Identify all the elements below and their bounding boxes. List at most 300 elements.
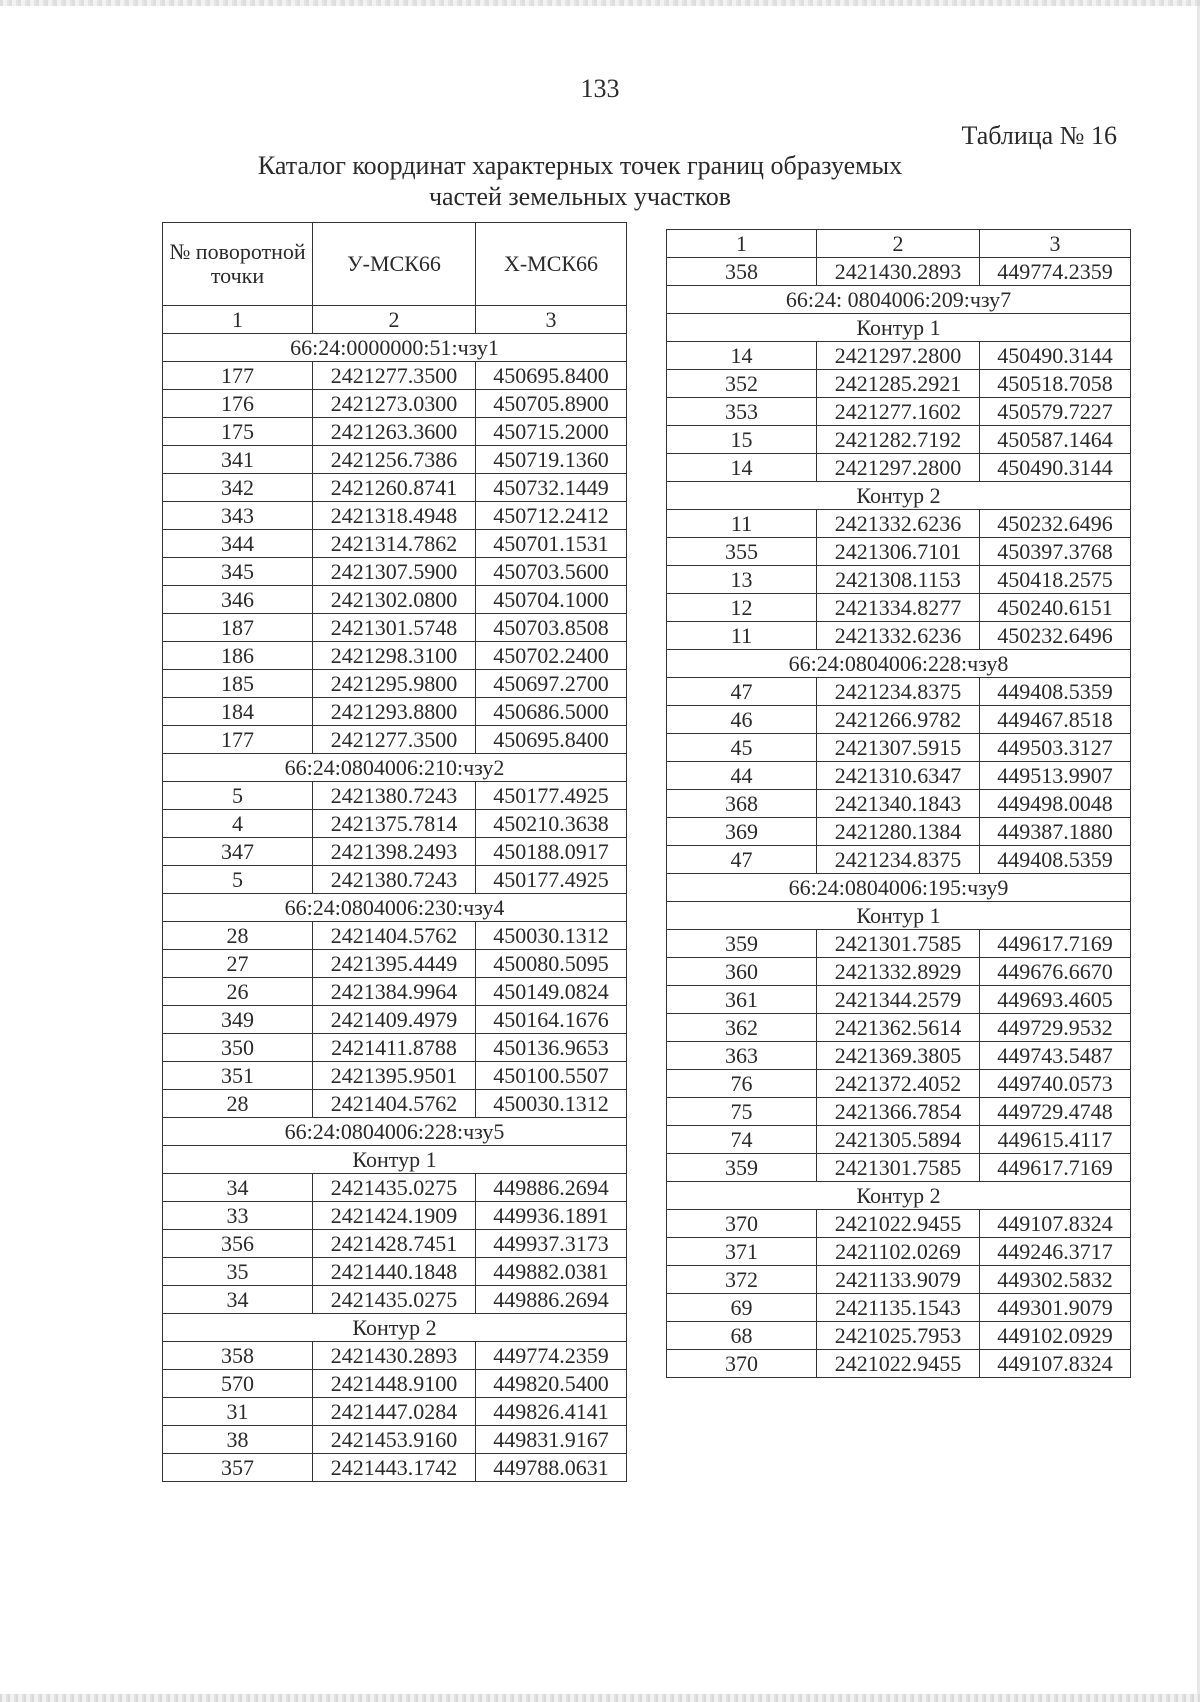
table-row: [163, 390, 627, 418]
table-row: [163, 362, 627, 390]
y-coordinate-cell: 2421332.8929: [817, 958, 980, 986]
y-coordinate-cell: 2421398.2493: [313, 838, 476, 866]
section-row: [163, 1146, 627, 1174]
table-row: [667, 426, 1131, 454]
y-coordinate-cell: 2421332.6236: [817, 622, 980, 650]
table-row: [163, 726, 627, 754]
table-row: [667, 678, 1131, 706]
y-coordinate-cell: 2421280.1384: [817, 818, 980, 846]
point-number-cell: 357: [163, 1454, 313, 1482]
section-row: [667, 286, 1131, 314]
x-coordinate-cell: 3: [980, 230, 1131, 258]
point-number-cell: 5: [163, 782, 313, 810]
y-coordinate-cell: 2421310.6347: [817, 762, 980, 790]
table-row: [163, 502, 627, 530]
y-coordinate-cell: 2421307.5915: [817, 734, 980, 762]
header-col-number-3: 3: [476, 306, 627, 334]
table-row: [667, 258, 1131, 286]
y-coordinate-cell: 2421404.5762: [313, 1090, 476, 1118]
point-number-cell: 185: [163, 670, 313, 698]
y-coordinate-cell: 2421372.4052: [817, 1070, 980, 1098]
table-row: [667, 790, 1131, 818]
point-number-cell: 68: [667, 1322, 817, 1350]
scan-edge-top: [0, 0, 1200, 6]
x-coordinate-cell: 450518.7058: [980, 370, 1131, 398]
table-row: [667, 1238, 1131, 1266]
section-row: [163, 334, 627, 362]
x-coordinate-cell: 449774.2359: [980, 258, 1131, 286]
table-row: [163, 418, 627, 446]
title-line-1: Каталог координат характерных точек границ образуемых: [257, 151, 903, 180]
y-coordinate-cell: 2421102.0269: [817, 1238, 980, 1266]
x-coordinate-cell: 450715.2000: [476, 418, 627, 446]
table-row: [667, 510, 1131, 538]
x-coordinate-cell: 449498.0048: [980, 790, 1131, 818]
y-coordinate-cell: 2421380.7243: [313, 782, 476, 810]
point-number-cell: 75: [667, 1098, 817, 1126]
x-coordinate-cell: 450705.8900: [476, 390, 627, 418]
x-coordinate-cell: 450686.5000: [476, 698, 627, 726]
y-coordinate-cell: 2421297.2800: [817, 342, 980, 370]
section-row: [667, 902, 1131, 930]
y-coordinate-cell: 2421266.9782: [817, 706, 980, 734]
x-coordinate-cell: 450704.1000: [476, 586, 627, 614]
point-number-cell: 27: [163, 950, 313, 978]
table-row: [163, 978, 627, 1006]
section-label: 66:24:0804006:228:чзу5: [163, 1118, 627, 1146]
table-row: [163, 558, 627, 586]
table-row: [163, 586, 627, 614]
point-number-cell: 31: [163, 1398, 313, 1426]
y-coordinate-cell: 2421411.8788: [313, 1034, 476, 1062]
x-coordinate-cell: 449676.6670: [980, 958, 1131, 986]
point-number-cell: 76: [667, 1070, 817, 1098]
y-coordinate-cell: 2421314.7862: [313, 530, 476, 558]
section-label: Контур 1: [163, 1146, 627, 1174]
point-number-cell: 69: [667, 1294, 817, 1322]
x-coordinate-cell: 450712.2412: [476, 502, 627, 530]
section-label: 66:24:0804006:210:чзу2: [163, 754, 627, 782]
point-number-cell: 356: [163, 1230, 313, 1258]
x-coordinate-cell: 450695.8400: [476, 726, 627, 754]
section-label: Контур 2: [667, 1182, 1131, 1210]
table-row: [163, 922, 627, 950]
y-coordinate-cell: 2421404.5762: [313, 922, 476, 950]
point-number-cell: 358: [667, 258, 817, 286]
x-coordinate-cell: 450188.0917: [476, 838, 627, 866]
x-coordinate-cell: 449102.0929: [980, 1322, 1131, 1350]
x-coordinate-cell: 450149.0824: [476, 978, 627, 1006]
section-row: [163, 754, 627, 782]
y-coordinate-cell: 2421430.2893: [313, 1342, 476, 1370]
x-coordinate-cell: 449936.1891: [476, 1202, 627, 1230]
point-number-cell: 371: [667, 1238, 817, 1266]
y-coordinate-cell: 2421435.0275: [313, 1174, 476, 1202]
x-coordinate-cell: 450490.3144: [980, 454, 1131, 482]
y-coordinate-cell: 2421430.2893: [817, 258, 980, 286]
y-coordinate-cell: 2421133.9079: [817, 1266, 980, 1294]
point-number-cell: 33: [163, 1202, 313, 1230]
point-number-cell: 176: [163, 390, 313, 418]
table-row: [667, 1322, 1131, 1350]
table-row: [667, 762, 1131, 790]
table-row: [163, 614, 627, 642]
table-row: [163, 1006, 627, 1034]
table-row: [163, 1258, 627, 1286]
x-coordinate-cell: 449820.5400: [476, 1370, 627, 1398]
table-row: [163, 866, 627, 894]
y-coordinate-cell: 2421443.1742: [313, 1454, 476, 1482]
x-coordinate-cell: 450177.4925: [476, 782, 627, 810]
point-number-cell: 352: [667, 370, 817, 398]
table-row: [667, 342, 1131, 370]
x-coordinate-cell: 449617.7169: [980, 1154, 1131, 1182]
y-coordinate-cell: 2421302.0800: [313, 586, 476, 614]
y-coordinate-cell: 2421022.9455: [817, 1210, 980, 1238]
y-coordinate-cell: 2421301.7585: [817, 930, 980, 958]
section-label: 66:24:0804006:230:чзу4: [163, 894, 627, 922]
section-label: Контур 1: [667, 902, 1131, 930]
y-coordinate-cell: 2421293.8800: [313, 698, 476, 726]
table-row: [163, 1342, 627, 1370]
table-row: [163, 446, 627, 474]
table-row: [667, 1294, 1131, 1322]
section-label: Контур 1: [667, 314, 1131, 342]
y-coordinate-cell: 2421362.5614: [817, 1014, 980, 1042]
coordinates-table-left: [162, 222, 627, 1482]
section-row: [163, 1314, 627, 1342]
point-number-cell: 362: [667, 1014, 817, 1042]
section-label: 66:24:0000000:51:чзу1: [163, 334, 627, 362]
x-coordinate-cell: 450697.2700: [476, 670, 627, 698]
page-number: 133: [580, 74, 620, 103]
y-coordinate-cell: 2421332.6236: [817, 510, 980, 538]
y-coordinate-cell: 2421273.0300: [313, 390, 476, 418]
page-title: [230, 150, 930, 212]
x-coordinate-cell: 450695.8400: [476, 362, 627, 390]
point-number-cell: 175: [163, 418, 313, 446]
x-coordinate-cell: 450177.4925: [476, 866, 627, 894]
x-coordinate-cell: 450210.3638: [476, 810, 627, 838]
x-coordinate-cell: 449387.1880: [980, 818, 1131, 846]
y-coordinate-cell: 2421306.7101: [817, 538, 980, 566]
point-number-cell: 44: [667, 762, 817, 790]
point-number-cell: 45: [667, 734, 817, 762]
y-coordinate-cell: 2421334.8277: [817, 594, 980, 622]
section-row: [667, 314, 1131, 342]
y-coordinate-cell: 2421424.1909: [313, 1202, 476, 1230]
table-row: [667, 230, 1131, 258]
point-number-cell: 353: [667, 398, 817, 426]
table-row: [163, 950, 627, 978]
x-coordinate-cell: 450703.5600: [476, 558, 627, 586]
point-number-cell: 343: [163, 502, 313, 530]
point-number-cell: 359: [667, 930, 817, 958]
point-number-cell: 360: [667, 958, 817, 986]
point-number-cell: 187: [163, 614, 313, 642]
y-coordinate-cell: 2421366.7854: [817, 1098, 980, 1126]
table-row: [667, 538, 1131, 566]
point-number-cell: 186: [163, 642, 313, 670]
point-number-cell: 177: [163, 362, 313, 390]
point-number-cell: 5: [163, 866, 313, 894]
point-number-cell: 368: [667, 790, 817, 818]
section-row: [667, 1182, 1131, 1210]
table-row: [163, 1174, 627, 1202]
y-coordinate-cell: 2421277.3500: [313, 726, 476, 754]
y-coordinate-cell: 2421384.9964: [313, 978, 476, 1006]
table-row: [667, 1042, 1131, 1070]
coordinates-table-right: [666, 229, 1131, 1378]
y-coordinate-cell: 2421395.4449: [313, 950, 476, 978]
x-coordinate-cell: 450587.1464: [980, 426, 1131, 454]
header-row: [163, 223, 627, 306]
left-table-body: [163, 334, 627, 1482]
x-coordinate-cell: 449467.8518: [980, 706, 1131, 734]
table-row: [667, 734, 1131, 762]
y-coordinate-cell: 2421301.5748: [313, 614, 476, 642]
table-row: [163, 474, 627, 502]
x-coordinate-cell: 450579.7227: [980, 398, 1131, 426]
point-number-cell: 361: [667, 986, 817, 1014]
point-number-cell: 34: [163, 1286, 313, 1314]
x-coordinate-cell: 450080.5095: [476, 950, 627, 978]
x-coordinate-cell: 450240.6151: [980, 594, 1131, 622]
y-coordinate-cell: 2421025.7953: [817, 1322, 980, 1350]
section-row: [667, 874, 1131, 902]
table-row: [667, 622, 1131, 650]
point-number-cell: 12: [667, 594, 817, 622]
x-coordinate-cell: 450030.1312: [476, 922, 627, 950]
header-col-number-1: 1: [163, 306, 313, 334]
point-number-cell: 35: [163, 1258, 313, 1286]
y-coordinate-cell: 2421380.7243: [313, 866, 476, 894]
table-row: [667, 1266, 1131, 1294]
point-number-cell: 370: [667, 1210, 817, 1238]
point-number-cell: 350: [163, 1034, 313, 1062]
y-coordinate-cell: 2421340.1843: [817, 790, 980, 818]
table-row: [667, 370, 1131, 398]
table-row: [667, 846, 1131, 874]
table-row: [163, 1286, 627, 1314]
y-coordinate-cell: 2421135.1543: [817, 1294, 980, 1322]
header-y-coordinate: У-МСК66: [313, 223, 476, 306]
table-row: [667, 986, 1131, 1014]
x-coordinate-cell: 450732.1449: [476, 474, 627, 502]
point-number-cell: 363: [667, 1042, 817, 1070]
section-row: [667, 650, 1131, 678]
x-coordinate-cell: 449826.4141: [476, 1398, 627, 1426]
y-coordinate-cell: 2421295.9800: [313, 670, 476, 698]
point-number-cell: 28: [163, 922, 313, 950]
x-coordinate-cell: 450418.2575: [980, 566, 1131, 594]
section-label: 66:24:0804006:228:чзу8: [667, 650, 1131, 678]
point-number-cell: 369: [667, 818, 817, 846]
x-coordinate-cell: 449831.9167: [476, 1426, 627, 1454]
y-coordinate-cell: 2421234.8375: [817, 678, 980, 706]
table-row: [667, 594, 1131, 622]
table-row: [667, 1098, 1131, 1126]
table-row: [163, 642, 627, 670]
header-number-row: [163, 306, 627, 334]
y-coordinate-cell: 2421298.3100: [313, 642, 476, 670]
point-number-cell: 341: [163, 446, 313, 474]
table-row: [163, 1202, 627, 1230]
y-coordinate-cell: 2421375.7814: [313, 810, 476, 838]
point-number-cell: 11: [667, 510, 817, 538]
table-row: [667, 454, 1131, 482]
table-row: [163, 1454, 627, 1482]
table-row: [667, 398, 1131, 426]
point-number-cell: 38: [163, 1426, 313, 1454]
y-coordinate-cell: 2421256.7386: [313, 446, 476, 474]
table-row: [163, 1370, 627, 1398]
y-coordinate-cell: 2421282.7192: [817, 426, 980, 454]
table-row: [667, 818, 1131, 846]
point-number-cell: 13: [667, 566, 817, 594]
x-coordinate-cell: 450490.3144: [980, 342, 1131, 370]
table-row: [163, 670, 627, 698]
y-coordinate-cell: 2421260.8741: [313, 474, 476, 502]
point-number-cell: 11: [667, 622, 817, 650]
point-number-cell: 14: [667, 454, 817, 482]
table-row: [163, 1062, 627, 1090]
y-coordinate-cell: 2421440.1848: [313, 1258, 476, 1286]
x-coordinate-cell: 450136.9653: [476, 1034, 627, 1062]
table-row: [667, 1154, 1131, 1182]
x-coordinate-cell: 449107.8324: [980, 1210, 1131, 1238]
x-coordinate-cell: 449693.4605: [980, 986, 1131, 1014]
point-number-cell: 346: [163, 586, 313, 614]
y-coordinate-cell: 2421435.0275: [313, 1286, 476, 1314]
point-number-cell: 345: [163, 558, 313, 586]
section-label: Контур 2: [667, 482, 1131, 510]
y-coordinate-cell: 2421022.9455: [817, 1350, 980, 1378]
y-coordinate-cell: 2421285.2921: [817, 370, 980, 398]
point-number-cell: 359: [667, 1154, 817, 1182]
x-coordinate-cell: 449408.5359: [980, 846, 1131, 874]
header-point-number: № поворотной точки: [163, 223, 313, 306]
point-number-cell: 74: [667, 1126, 817, 1154]
x-coordinate-cell: 449788.0631: [476, 1454, 627, 1482]
table-row: [667, 566, 1131, 594]
table-row: [163, 1090, 627, 1118]
y-coordinate-cell: 2421297.2800: [817, 454, 980, 482]
point-number-cell: 351: [163, 1062, 313, 1090]
y-coordinate-cell: 2421428.7451: [313, 1230, 476, 1258]
point-number-cell: 34: [163, 1174, 313, 1202]
x-coordinate-cell: 450100.5507: [476, 1062, 627, 1090]
point-number-cell: 28: [163, 1090, 313, 1118]
table-row: [163, 1398, 627, 1426]
x-coordinate-cell: 450701.1531: [476, 530, 627, 558]
x-coordinate-cell: 450702.2400: [476, 642, 627, 670]
point-number-cell: 342: [163, 474, 313, 502]
y-coordinate-cell: 2421318.4948: [313, 502, 476, 530]
scan-edge-bottom: [0, 1694, 1200, 1702]
point-number-cell: 570: [163, 1370, 313, 1398]
y-coordinate-cell: 2421447.0284: [313, 1398, 476, 1426]
table-row: [163, 1034, 627, 1062]
section-label: 66:24:0804006:195:чзу9: [667, 874, 1131, 902]
point-number-cell: 372: [667, 1266, 817, 1294]
x-coordinate-cell: 449302.5832: [980, 1266, 1131, 1294]
x-coordinate-cell: 449301.9079: [980, 1294, 1131, 1322]
table-row: [163, 1230, 627, 1258]
section-row: [667, 482, 1131, 510]
x-coordinate-cell: 449617.7169: [980, 930, 1131, 958]
x-coordinate-cell: 449886.2694: [476, 1286, 627, 1314]
point-number-cell: 184: [163, 698, 313, 726]
x-coordinate-cell: 449740.0573: [980, 1070, 1131, 1098]
x-coordinate-cell: 450164.1676: [476, 1006, 627, 1034]
section-row: [163, 894, 627, 922]
x-coordinate-cell: 450232.6496: [980, 622, 1131, 650]
table-row: [667, 1070, 1131, 1098]
table-row: [163, 530, 627, 558]
point-number-cell: 26: [163, 978, 313, 1006]
point-number-cell: 355: [667, 538, 817, 566]
x-coordinate-cell: 449246.3717: [980, 1238, 1131, 1266]
x-coordinate-cell: 449729.9532: [980, 1014, 1131, 1042]
point-number-cell: 347: [163, 838, 313, 866]
table-row: [667, 1350, 1131, 1378]
point-number-cell: 4: [163, 810, 313, 838]
point-number-cell: 349: [163, 1006, 313, 1034]
point-number-cell: 14: [667, 342, 817, 370]
y-coordinate-cell: 2421307.5900: [313, 558, 476, 586]
table-row: [667, 1014, 1131, 1042]
point-number-cell: 47: [667, 846, 817, 874]
y-coordinate-cell: 2421369.3805: [817, 1042, 980, 1070]
table-row: [667, 1126, 1131, 1154]
y-coordinate-cell: 2421308.1153: [817, 566, 980, 594]
x-coordinate-cell: 450030.1312: [476, 1090, 627, 1118]
y-coordinate-cell: 2421453.9160: [313, 1426, 476, 1454]
x-coordinate-cell: 449729.4748: [980, 1098, 1131, 1126]
x-coordinate-cell: 449615.4117: [980, 1126, 1131, 1154]
y-coordinate-cell: 2421305.5894: [817, 1126, 980, 1154]
table-row: [163, 838, 627, 866]
y-coordinate-cell: 2421277.1602: [817, 398, 980, 426]
table-row: [667, 958, 1131, 986]
x-coordinate-cell: 449107.8324: [980, 1350, 1131, 1378]
point-number-cell: 358: [163, 1342, 313, 1370]
x-coordinate-cell: 449513.9907: [980, 762, 1131, 790]
x-coordinate-cell: 449882.0381: [476, 1258, 627, 1286]
y-coordinate-cell: 2421277.3500: [313, 362, 476, 390]
section-label: 66:24: 0804006:209:чзу7: [667, 286, 1131, 314]
point-number-cell: 47: [667, 678, 817, 706]
y-coordinate-cell: 2421301.7585: [817, 1154, 980, 1182]
point-number-cell: 46: [667, 706, 817, 734]
section-row: [163, 1118, 627, 1146]
y-coordinate-cell: 2421263.3600: [313, 418, 476, 446]
x-coordinate-cell: 449408.5359: [980, 678, 1131, 706]
point-number-cell: 344: [163, 530, 313, 558]
y-coordinate-cell: 2421448.9100: [313, 1370, 476, 1398]
x-coordinate-cell: 450719.1360: [476, 446, 627, 474]
y-coordinate-cell: 2421344.2579: [817, 986, 980, 1014]
table-row: [163, 810, 627, 838]
y-coordinate-cell: 2421395.9501: [313, 1062, 476, 1090]
table-label: Таблица № 16: [961, 121, 1117, 150]
right-table-body: [667, 230, 1131, 1378]
table-row: [163, 1426, 627, 1454]
x-coordinate-cell: 449774.2359: [476, 1342, 627, 1370]
x-coordinate-cell: 449503.3127: [980, 734, 1131, 762]
y-coordinate-cell: 2421409.4979: [313, 1006, 476, 1034]
